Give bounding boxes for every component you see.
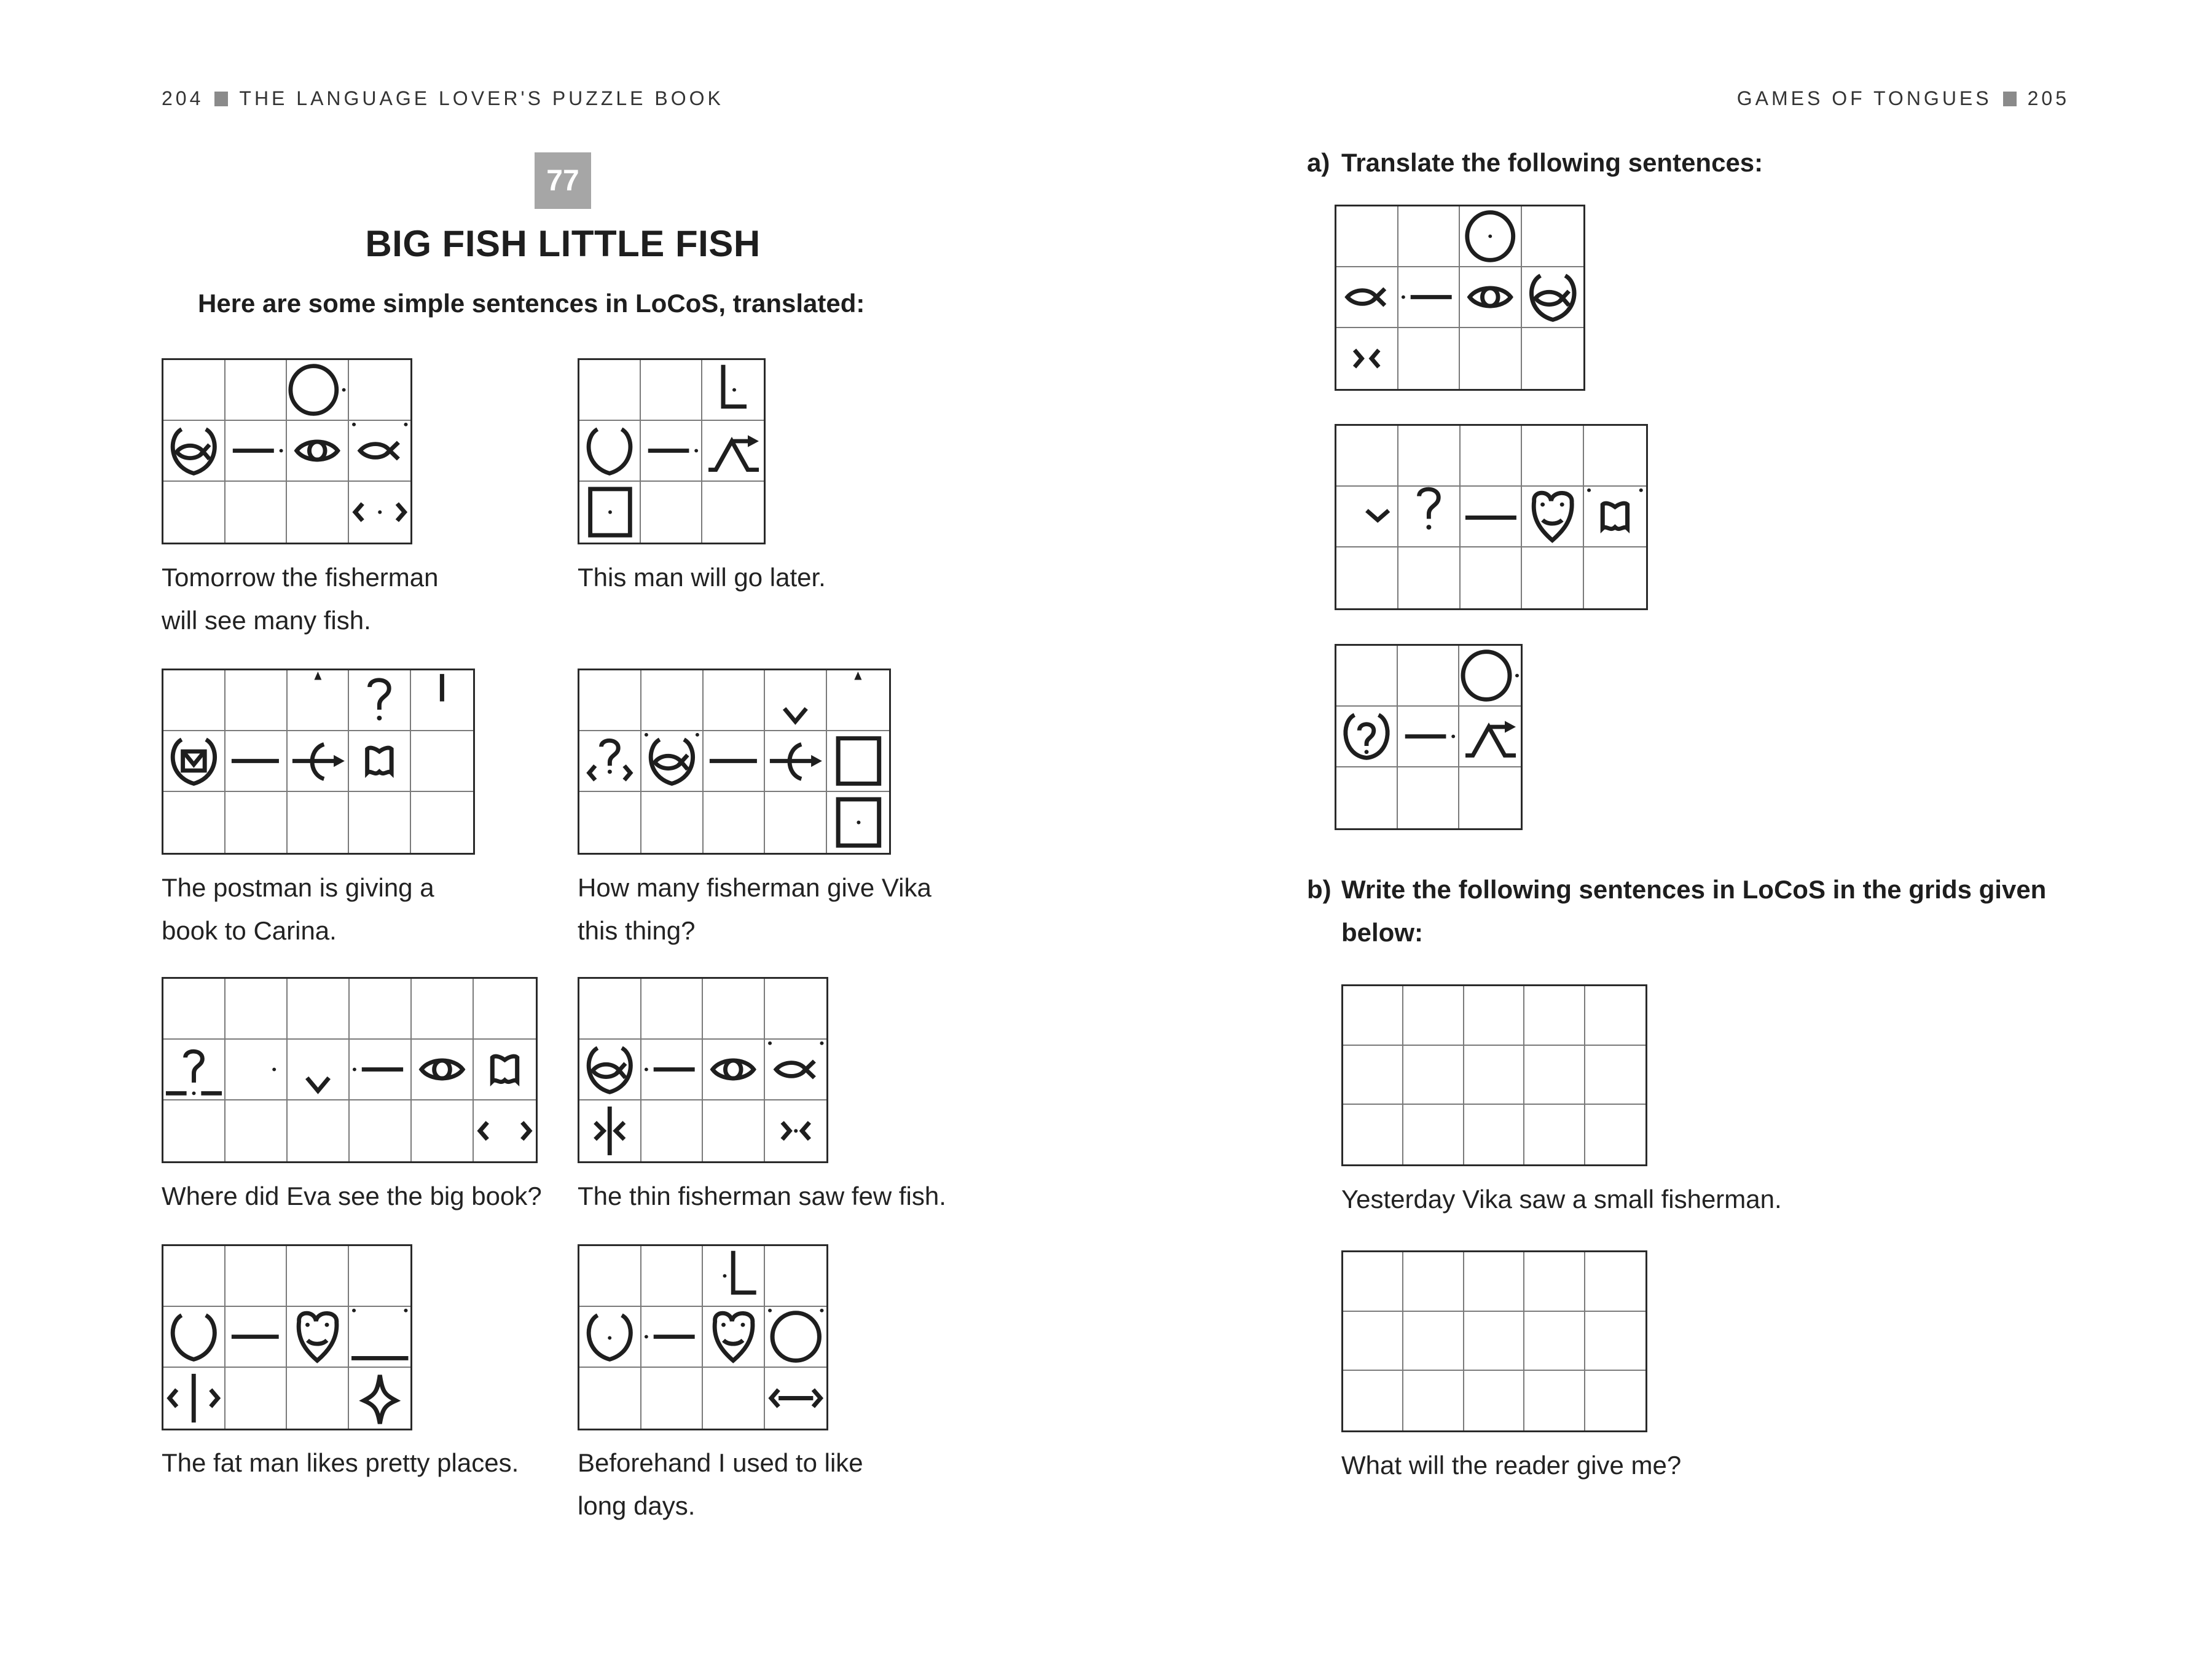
- puzzle-title: BIG FISH LITTLE FISH: [365, 223, 761, 264]
- grid-cell: [226, 1307, 288, 1368]
- grid-cell: [579, 670, 641, 731]
- grid-cell: [288, 792, 350, 853]
- grid-cell: [350, 1040, 412, 1100]
- grid-cell: [288, 1040, 350, 1100]
- caption-line: Beforehand I used to like: [578, 1448, 863, 1477]
- grid-cell: [1584, 426, 1646, 487]
- grid-cell[interactable]: [1343, 1371, 1403, 1430]
- example-caption: [162, 1441, 519, 1484]
- caption-line: This man will go later.: [578, 563, 826, 592]
- example-caption: [162, 1175, 542, 1218]
- grid-cell: [702, 482, 764, 543]
- grid-cell: [287, 482, 349, 543]
- caption-line: this thing?: [578, 916, 696, 945]
- grid-cell: [579, 1368, 641, 1429]
- grid-cell: [1459, 707, 1521, 767]
- grid-cell: [1584, 487, 1646, 547]
- part-b-instruction-cont: below:: [1341, 918, 1423, 947]
- grid-cell: [827, 670, 889, 731]
- example-caption: [162, 556, 439, 642]
- part-a-heading: [1307, 141, 1763, 184]
- grid-cell: [703, 1040, 765, 1100]
- part-a-instruction: Translate the following sentences:: [1341, 148, 1763, 177]
- grid-cell: [287, 1368, 349, 1429]
- grid-cell: [579, 731, 641, 792]
- left-page-number: 204: [162, 87, 204, 109]
- caption-line: The postman is giving a: [162, 873, 434, 902]
- grid-cell: [702, 360, 764, 421]
- answer-grid[interactable]: [1341, 984, 1647, 1166]
- grid-cell: [226, 731, 288, 792]
- grid-cell: [1461, 426, 1523, 487]
- grid-cell: [703, 979, 765, 1040]
- grid-cell: [703, 1246, 765, 1307]
- grid-cell: [474, 979, 536, 1040]
- grid-cell: [641, 482, 702, 543]
- translate-grid: [1335, 424, 1648, 610]
- grid-cell: [350, 1100, 412, 1161]
- grid-cell: [827, 792, 889, 853]
- part-b-label: b): [1307, 875, 1332, 904]
- grid-cell: [827, 731, 889, 792]
- grid-cell[interactable]: [1524, 1371, 1585, 1430]
- grid-cell: [163, 670, 226, 731]
- grid-cell: [1460, 328, 1522, 389]
- grid-cell: [349, 421, 411, 482]
- part-b-instruction: Write the following sentences in LoCoS in the grids given: [1341, 875, 2047, 904]
- example-grid: [578, 1244, 828, 1430]
- grid-cell: [1398, 646, 1459, 707]
- grid-cell: [1522, 206, 1584, 267]
- grid-cell: [1398, 707, 1459, 767]
- grid-cell: [579, 421, 641, 482]
- grid-cell: [765, 1368, 827, 1429]
- grid-cell: [349, 1246, 411, 1307]
- grid-cell: [226, 360, 288, 421]
- grid-cell: [1336, 206, 1398, 267]
- left-running-title: THE LANGUAGE LOVER'S PUZZLE BOOK: [239, 87, 724, 109]
- example-grid: [162, 358, 412, 544]
- grid-cell: [1398, 206, 1461, 267]
- grid-cell: [226, 979, 288, 1040]
- caption-line: The thin fisherman saw few fish.: [578, 1182, 946, 1210]
- grid-cell: [287, 1246, 349, 1307]
- grid-cell: [1398, 328, 1461, 389]
- example-grid: [578, 358, 766, 544]
- grid-cell[interactable]: [1343, 1312, 1403, 1371]
- grid-cell: [288, 731, 350, 792]
- grid-cell: [765, 1100, 827, 1161]
- grid-cell: [1584, 547, 1646, 608]
- grid-cell[interactable]: [1403, 1046, 1464, 1105]
- grid-cell: [703, 1368, 765, 1429]
- grid-cell[interactable]: [1343, 1252, 1403, 1312]
- grid-cell: [1522, 547, 1584, 608]
- example-grid: [162, 977, 538, 1163]
- grid-cell: [226, 1368, 288, 1429]
- puzzle-intro: Here are some simple sentences in LoCoS, translated:: [198, 289, 865, 318]
- grid-cell: [579, 1100, 641, 1161]
- grid-cell: [641, 1307, 704, 1368]
- grid-cell: [163, 360, 226, 421]
- grid-cell: [288, 670, 350, 731]
- grid-cell[interactable]: [1464, 1371, 1524, 1430]
- right-running-head: [1737, 86, 2069, 111]
- grid-cell: [641, 670, 704, 731]
- grid-cell[interactable]: [1585, 1371, 1645, 1430]
- grid-cell: [163, 1100, 226, 1161]
- grid-cell: [1398, 547, 1461, 608]
- grid-cell: [226, 482, 288, 543]
- grid-cell[interactable]: [1585, 986, 1645, 1046]
- grid-cell: [349, 482, 411, 543]
- grid-cell[interactable]: [1524, 1105, 1585, 1164]
- grid-cell[interactable]: [1464, 1046, 1524, 1105]
- grid-cell: [349, 360, 411, 421]
- grid-cell[interactable]: [1585, 1105, 1645, 1164]
- example-grid: [162, 1244, 412, 1430]
- part-b-heading: [1307, 868, 2046, 954]
- grid-cell: [1522, 328, 1584, 389]
- grid-cell[interactable]: [1343, 1046, 1403, 1105]
- left-running-head: [162, 86, 724, 111]
- grid-cell[interactable]: [1524, 1046, 1585, 1105]
- grid-cell: [579, 979, 641, 1040]
- grid-cell: [349, 670, 411, 731]
- grid-cell: [579, 792, 641, 853]
- grid-cell: [1336, 646, 1398, 707]
- grid-cell: [1522, 267, 1584, 328]
- example-caption: [162, 866, 434, 952]
- grid-cell: [287, 360, 349, 421]
- grid-cell: [702, 421, 764, 482]
- right-running-title: GAMES OF TONGUES: [1736, 87, 1992, 109]
- grid-cell: [474, 1040, 536, 1100]
- grid-cell[interactable]: [1403, 1312, 1464, 1371]
- grid-cell: [411, 792, 473, 853]
- grid-cell: [641, 360, 702, 421]
- grid-cell[interactable]: [1524, 1312, 1585, 1371]
- grid-cell: [1459, 646, 1521, 707]
- grid-cell: [287, 1307, 349, 1368]
- grid-cell: [163, 482, 226, 543]
- grid-cell: [163, 1307, 226, 1368]
- grid-cell: [350, 979, 412, 1040]
- grid-cell: [703, 1307, 765, 1368]
- grid-cell: [411, 670, 473, 731]
- grid-cell: [579, 1040, 641, 1100]
- grid-cell[interactable]: [1403, 1105, 1464, 1164]
- grid-cell: [1522, 426, 1584, 487]
- grid-cell: [641, 792, 704, 853]
- caption-line: Where did Eva see the big book?: [162, 1182, 542, 1210]
- grid-cell: [411, 731, 473, 792]
- grid-cell: [163, 731, 226, 792]
- grid-cell[interactable]: [1464, 986, 1524, 1046]
- grid-cell[interactable]: [1464, 1312, 1524, 1371]
- grid-cell: [579, 482, 641, 543]
- grid-cell: [1398, 426, 1461, 487]
- exercise-caption: Yesterday Vika saw a small fisherman.: [1341, 1185, 1782, 1214]
- grid-cell: [1336, 707, 1398, 767]
- caption-line: The fat man likes pretty places.: [162, 1448, 519, 1477]
- grid-cell: [641, 1368, 704, 1429]
- grid-cell: [288, 1100, 350, 1161]
- grid-cell: [579, 1307, 641, 1368]
- grid-cell: [765, 670, 827, 731]
- grid-cell: [1336, 328, 1398, 389]
- grid-cell: [474, 1100, 536, 1161]
- grid-cell: [765, 1246, 827, 1307]
- grid-cell: [641, 979, 704, 1040]
- grid-cell: [579, 1246, 641, 1307]
- grid-cell: [163, 421, 226, 482]
- grid-cell[interactable]: [1464, 1252, 1524, 1312]
- grid-cell: [1398, 767, 1459, 828]
- grid-cell: [641, 731, 704, 792]
- grid-cell: [1336, 426, 1398, 487]
- grid-cell: [163, 1368, 226, 1429]
- grid-cell: [1336, 547, 1398, 608]
- grid-cell: [765, 979, 827, 1040]
- grid-cell: [765, 1307, 827, 1368]
- grid-cell: [1336, 487, 1398, 547]
- example-grid: [162, 669, 475, 855]
- grid-cell: [1398, 487, 1461, 547]
- grid-cell: [704, 670, 766, 731]
- caption-line: How many fisherman give Vika: [578, 873, 931, 902]
- square-bullet-icon: [2003, 92, 2017, 106]
- grid-cell: [226, 792, 288, 853]
- example-caption: [578, 556, 826, 599]
- grid-cell: [163, 1040, 226, 1100]
- example-caption: [578, 1441, 863, 1528]
- grid-cell: [1336, 767, 1398, 828]
- grid-cell: [1522, 487, 1584, 547]
- grid-cell: [765, 731, 827, 792]
- grid-cell: [1398, 267, 1461, 328]
- example-grid: [578, 977, 828, 1163]
- grid-cell: [288, 979, 350, 1040]
- grid-cell: [163, 1246, 226, 1307]
- grid-cell[interactable]: [1403, 986, 1464, 1046]
- grid-cell: [412, 1040, 474, 1100]
- grid-cell: [704, 792, 766, 853]
- grid-cell: [579, 360, 641, 421]
- grid-cell: [1336, 267, 1398, 328]
- grid-cell: [412, 1100, 474, 1161]
- example-caption: [578, 866, 931, 952]
- grid-cell[interactable]: [1343, 1105, 1403, 1164]
- grid-cell: [226, 1246, 288, 1307]
- grid-cell: [163, 792, 226, 853]
- grid-cell[interactable]: [1464, 1105, 1524, 1164]
- grid-cell: [765, 1040, 827, 1100]
- grid-cell[interactable]: [1585, 1312, 1645, 1371]
- caption-line: book to Carina.: [162, 916, 337, 945]
- part-a-label: a): [1307, 148, 1330, 177]
- grid-cell: [641, 1246, 704, 1307]
- grid-cell: [1461, 547, 1523, 608]
- grid-cell[interactable]: [1403, 1252, 1464, 1312]
- grid-cell: [703, 1100, 765, 1161]
- grid-cell: [641, 1100, 704, 1161]
- grid-cell: [641, 1040, 704, 1100]
- caption-line: Tomorrow the fisherman: [162, 563, 439, 592]
- puzzle-number: 77: [546, 164, 579, 197]
- grid-cell: [1460, 206, 1522, 267]
- translate-grid: [1335, 205, 1585, 391]
- example-caption: [578, 1175, 946, 1218]
- example-grid: [578, 669, 891, 855]
- exercise-caption: What will the reader give me?: [1341, 1451, 1682, 1480]
- grid-cell: [226, 1100, 288, 1161]
- grid-cell[interactable]: [1585, 1252, 1645, 1312]
- translate-grid: [1335, 644, 1523, 830]
- grid-cell[interactable]: [1524, 986, 1585, 1046]
- grid-cell: [641, 421, 702, 482]
- grid-cell: [349, 731, 411, 792]
- grid-cell: [226, 421, 288, 482]
- grid-cell[interactable]: [1524, 1252, 1585, 1312]
- caption-line: long days.: [578, 1491, 696, 1520]
- grid-cell: [1459, 767, 1521, 828]
- grid-cell: [765, 792, 827, 853]
- grid-cell: [704, 731, 766, 792]
- grid-cell: [349, 1307, 411, 1368]
- right-page-number: 205: [2027, 87, 2069, 109]
- grid-cell: [1461, 487, 1523, 547]
- grid-cell: [349, 1368, 411, 1429]
- grid-cell: [226, 670, 288, 731]
- grid-cell: [1460, 267, 1522, 328]
- grid-cell: [412, 979, 474, 1040]
- grid-cell: [163, 979, 226, 1040]
- grid-cell: [349, 792, 411, 853]
- square-bullet-icon: [214, 92, 228, 106]
- grid-cell[interactable]: [1403, 1371, 1464, 1430]
- grid-cell[interactable]: [1343, 986, 1403, 1046]
- answer-grid[interactable]: [1341, 1250, 1647, 1432]
- grid-cell: [226, 1040, 288, 1100]
- grid-cell: [287, 421, 349, 482]
- caption-line: will see many fish.: [162, 606, 371, 635]
- puzzle-number-badge: [535, 152, 591, 209]
- grid-cell[interactable]: [1585, 1046, 1645, 1105]
